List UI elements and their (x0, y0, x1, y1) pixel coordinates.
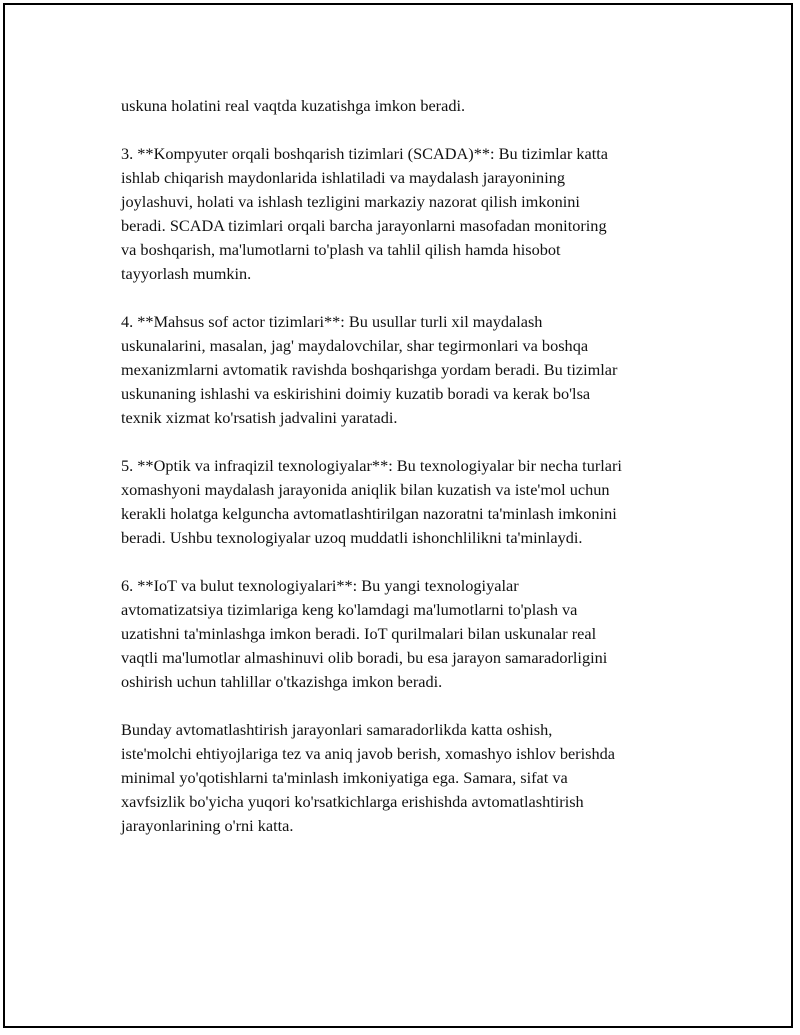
text-line: 4. **Mahsus sof actor tizimlari**: Bu usullar turli xil maydalash (121, 312, 543, 331)
text-line: Bunday avtomatlashtirish jarayonlari samaradorlikda katta oshish, (121, 720, 553, 739)
paragraph-conclusion (121, 718, 701, 838)
paragraph-scada (121, 142, 701, 286)
text-line: xomashyoni maydalash jarayonida aniqlik bilan kuzatish va iste'mol uchun (121, 480, 610, 499)
document-page (3, 3, 793, 1028)
text-line: ishlab chiqarish maydonlarida ishlatiladi va maydalash jarayonining (121, 168, 565, 187)
text-line: uskunaning ishlashi va eskirishini doimiy kuzatib boradi va kerak bo'lsa (121, 384, 591, 403)
paragraph-intro-continuation (121, 94, 701, 118)
text-line: va boshqarish, ma'lumotlarni to'plash va tahlil qilish hamda hisobot (121, 240, 561, 259)
text-line: vaqtli ma'lumotlar almashinuvi olib boradi, bu esa jarayon samaradorligini (121, 648, 608, 667)
text-line: 6. **IoT va bulut texnologiyalari**: Bu yangi texnologiyalar (121, 576, 519, 595)
text-line: kerakli holatga kelguncha avtomatlashtirilgan nazoratni ta'minlash imkonini (121, 504, 617, 523)
text-line: xavfsizlik bo'yicha yuqori ko'rsatkichlarga erishishda avtomatlashtirish (121, 792, 584, 811)
text-line: uskunalarini, masalan, jag' maydalovchilar, shar tegirmonlari va boshqa (121, 336, 589, 355)
text-line: texnik xizmat ko'rsatish jadvalini yaratadi. (121, 408, 398, 427)
text-line: uskuna holatini real vaqtda kuzatishga imkon beradi. (121, 96, 466, 115)
text-line: uzatishni ta'minlashga imkon beradi. IoT qurilmalari bilan uskunalar real (121, 624, 597, 643)
document-body (121, 94, 701, 862)
text-line: tayyorlash mumkin. (121, 264, 252, 283)
text-line: 5. **Optik va infraqizil texnologiyalar**: Bu texnologiyalar bir necha turlari (121, 456, 622, 475)
text-line: joylashuvi, holati va ishlash tezligini markaziy nazorat qilish imkonini (121, 192, 580, 211)
text-line: beradi. SCADA tizimlari orqali barcha jarayonlarni masofadan monitoring (121, 216, 607, 235)
text-line: mexanizmlarni avtomatik ravishda boshqarishga yordam beradi. Bu tizimlar (121, 360, 618, 379)
paragraph-iot-cloud (121, 574, 701, 694)
paragraph-optical-infrared (121, 454, 701, 550)
text-line: oshirish uchun tahlillar o'tkazishga imkon beradi. (121, 672, 443, 691)
text-line: avtomatizatsiya tizimlariga keng ko'lamdagi ma'lumotlarni to'plash va (121, 600, 578, 619)
paragraph-special-systems (121, 310, 701, 430)
text-line: 3. **Kompyuter orqali boshqarish tizimlari (SCADA)**: Bu tizimlar katta (121, 144, 608, 163)
text-line: beradi. Ushbu texnologiyalar uzoq muddatli ishonchlilikni ta'minlaydi. (121, 528, 583, 547)
text-line: iste'molchi ehtiyojlariga tez va aniq javob berish, xomashyo ishlov berishda (121, 744, 615, 763)
text-line: minimal yo'qotishlarni ta'minlash imkoniyatiga ega. Samara, sifat va (121, 768, 568, 787)
text-line: jarayonlarining o'rni katta. (121, 816, 294, 835)
